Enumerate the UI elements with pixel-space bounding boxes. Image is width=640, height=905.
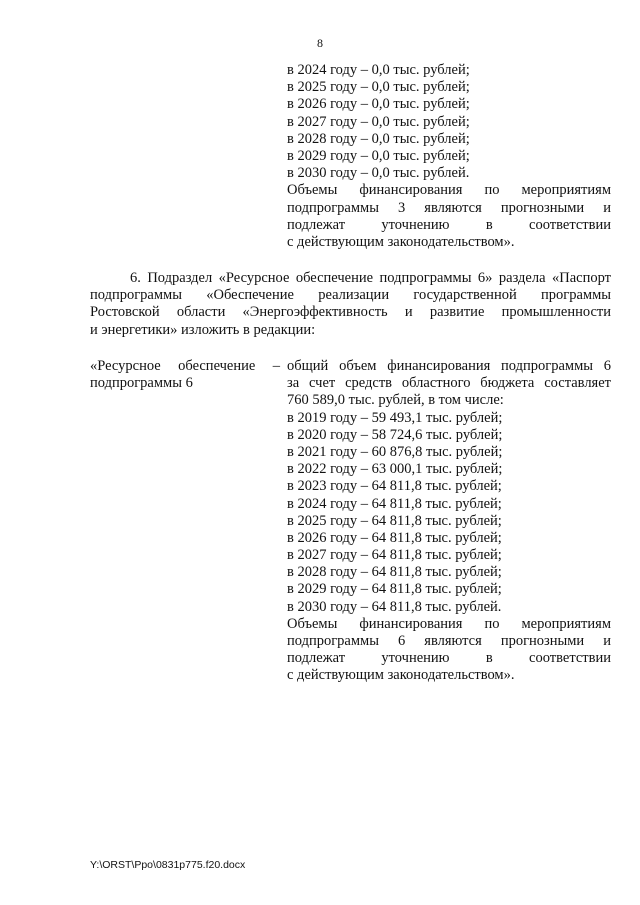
paragraph-line: подпрограммы «Обеспечение реализации государственной программы: [90, 287, 611, 304]
paragraph-line: Ростовской области «Энергоэффективность и развитие промышленности: [90, 304, 611, 321]
note-line: с действующим законодательством».: [287, 233, 515, 250]
note-line: подлежат уточнению в соответствии: [287, 650, 611, 667]
note-line: Объемы финансирования по мероприятиям: [287, 182, 611, 199]
year-line: в 2024 году – 0,0 тыс. рублей;: [287, 62, 470, 78]
note-line: с действующим законодательством».: [287, 667, 515, 684]
year-line: в 2029 году – 64 811,8 тыс. рублей;: [287, 581, 502, 598]
year-line: в 2029 году – 0,0 тыс. рублей;: [287, 147, 470, 164]
note-line: Объемы финансирования по мероприятиям: [287, 615, 611, 632]
label-line: «Ресурсное обеспечение –: [90, 358, 280, 374]
resource-provision-label: [90, 358, 280, 392]
amendment-paragraph-6: [90, 270, 611, 339]
note-line: подлежат уточнению в соответствии: [287, 216, 611, 233]
year-line: в 2030 году – 0,0 тыс. рублей.: [287, 165, 470, 182]
year-line: в 2022 году – 63 000,1 тыс. рублей;: [287, 461, 503, 478]
intro-line: 760 589,0 тыс. рублей, в том числе:: [287, 392, 504, 409]
subprogram-6-financing: [287, 358, 611, 685]
year-line: в 2023 году – 64 811,8 тыс. рублей;: [287, 478, 502, 495]
year-line: в 2026 году – 0,0 тыс. рублей;: [287, 96, 470, 113]
paragraph-line: и энергетики» изложить в редакции:: [90, 321, 316, 338]
year-line: в 2025 году – 64 811,8 тыс. рублей;: [287, 512, 502, 529]
note-line: подпрограммы 3 являются прогнозными и: [287, 199, 611, 216]
year-line: в 2019 году – 59 493,1 тыс. рублей;: [287, 409, 503, 426]
year-line: в 2024 году – 64 811,8 тыс. рублей;: [287, 495, 502, 512]
note-line: подпрограммы 6 являются прогнозными и: [287, 633, 611, 649]
year-line: в 2027 году – 64 811,8 тыс. рублей;: [287, 547, 502, 564]
year-line: в 2021 году – 60 876,8 тыс. рублей;: [287, 443, 503, 460]
label-line: подпрограммы 6: [90, 375, 193, 392]
year-line: в 2020 году – 58 724,6 тыс. рублей;: [287, 426, 503, 443]
intro-line: за счет средств областного бюджета составляет: [287, 375, 611, 392]
year-line: в 2030 году – 64 811,8 тыс. рублей.: [287, 598, 502, 615]
intro-line: общий объем финансирования подпрограммы 6: [287, 358, 611, 374]
year-line: в 2025 году – 0,0 тыс. рублей;: [287, 79, 470, 96]
year-line: в 2027 году – 0,0 тыс. рублей;: [287, 113, 470, 130]
file-path-footer: Y:\ORST\Ppo\0831p775.f20.docx: [90, 859, 246, 871]
year-line: в 2026 году – 64 811,8 тыс. рублей;: [287, 529, 502, 546]
year-line: в 2028 году – 64 811,8 тыс. рублей;: [287, 564, 502, 581]
subprogram-3-financing: [287, 62, 611, 251]
page-number: 8: [317, 36, 323, 50]
paragraph-line: 6. Подраздел «Ресурсное обеспечение подпрограммы 6» раздела «Паспорт: [130, 270, 611, 286]
year-line: в 2028 году – 0,0 тыс. рублей;: [287, 130, 470, 147]
